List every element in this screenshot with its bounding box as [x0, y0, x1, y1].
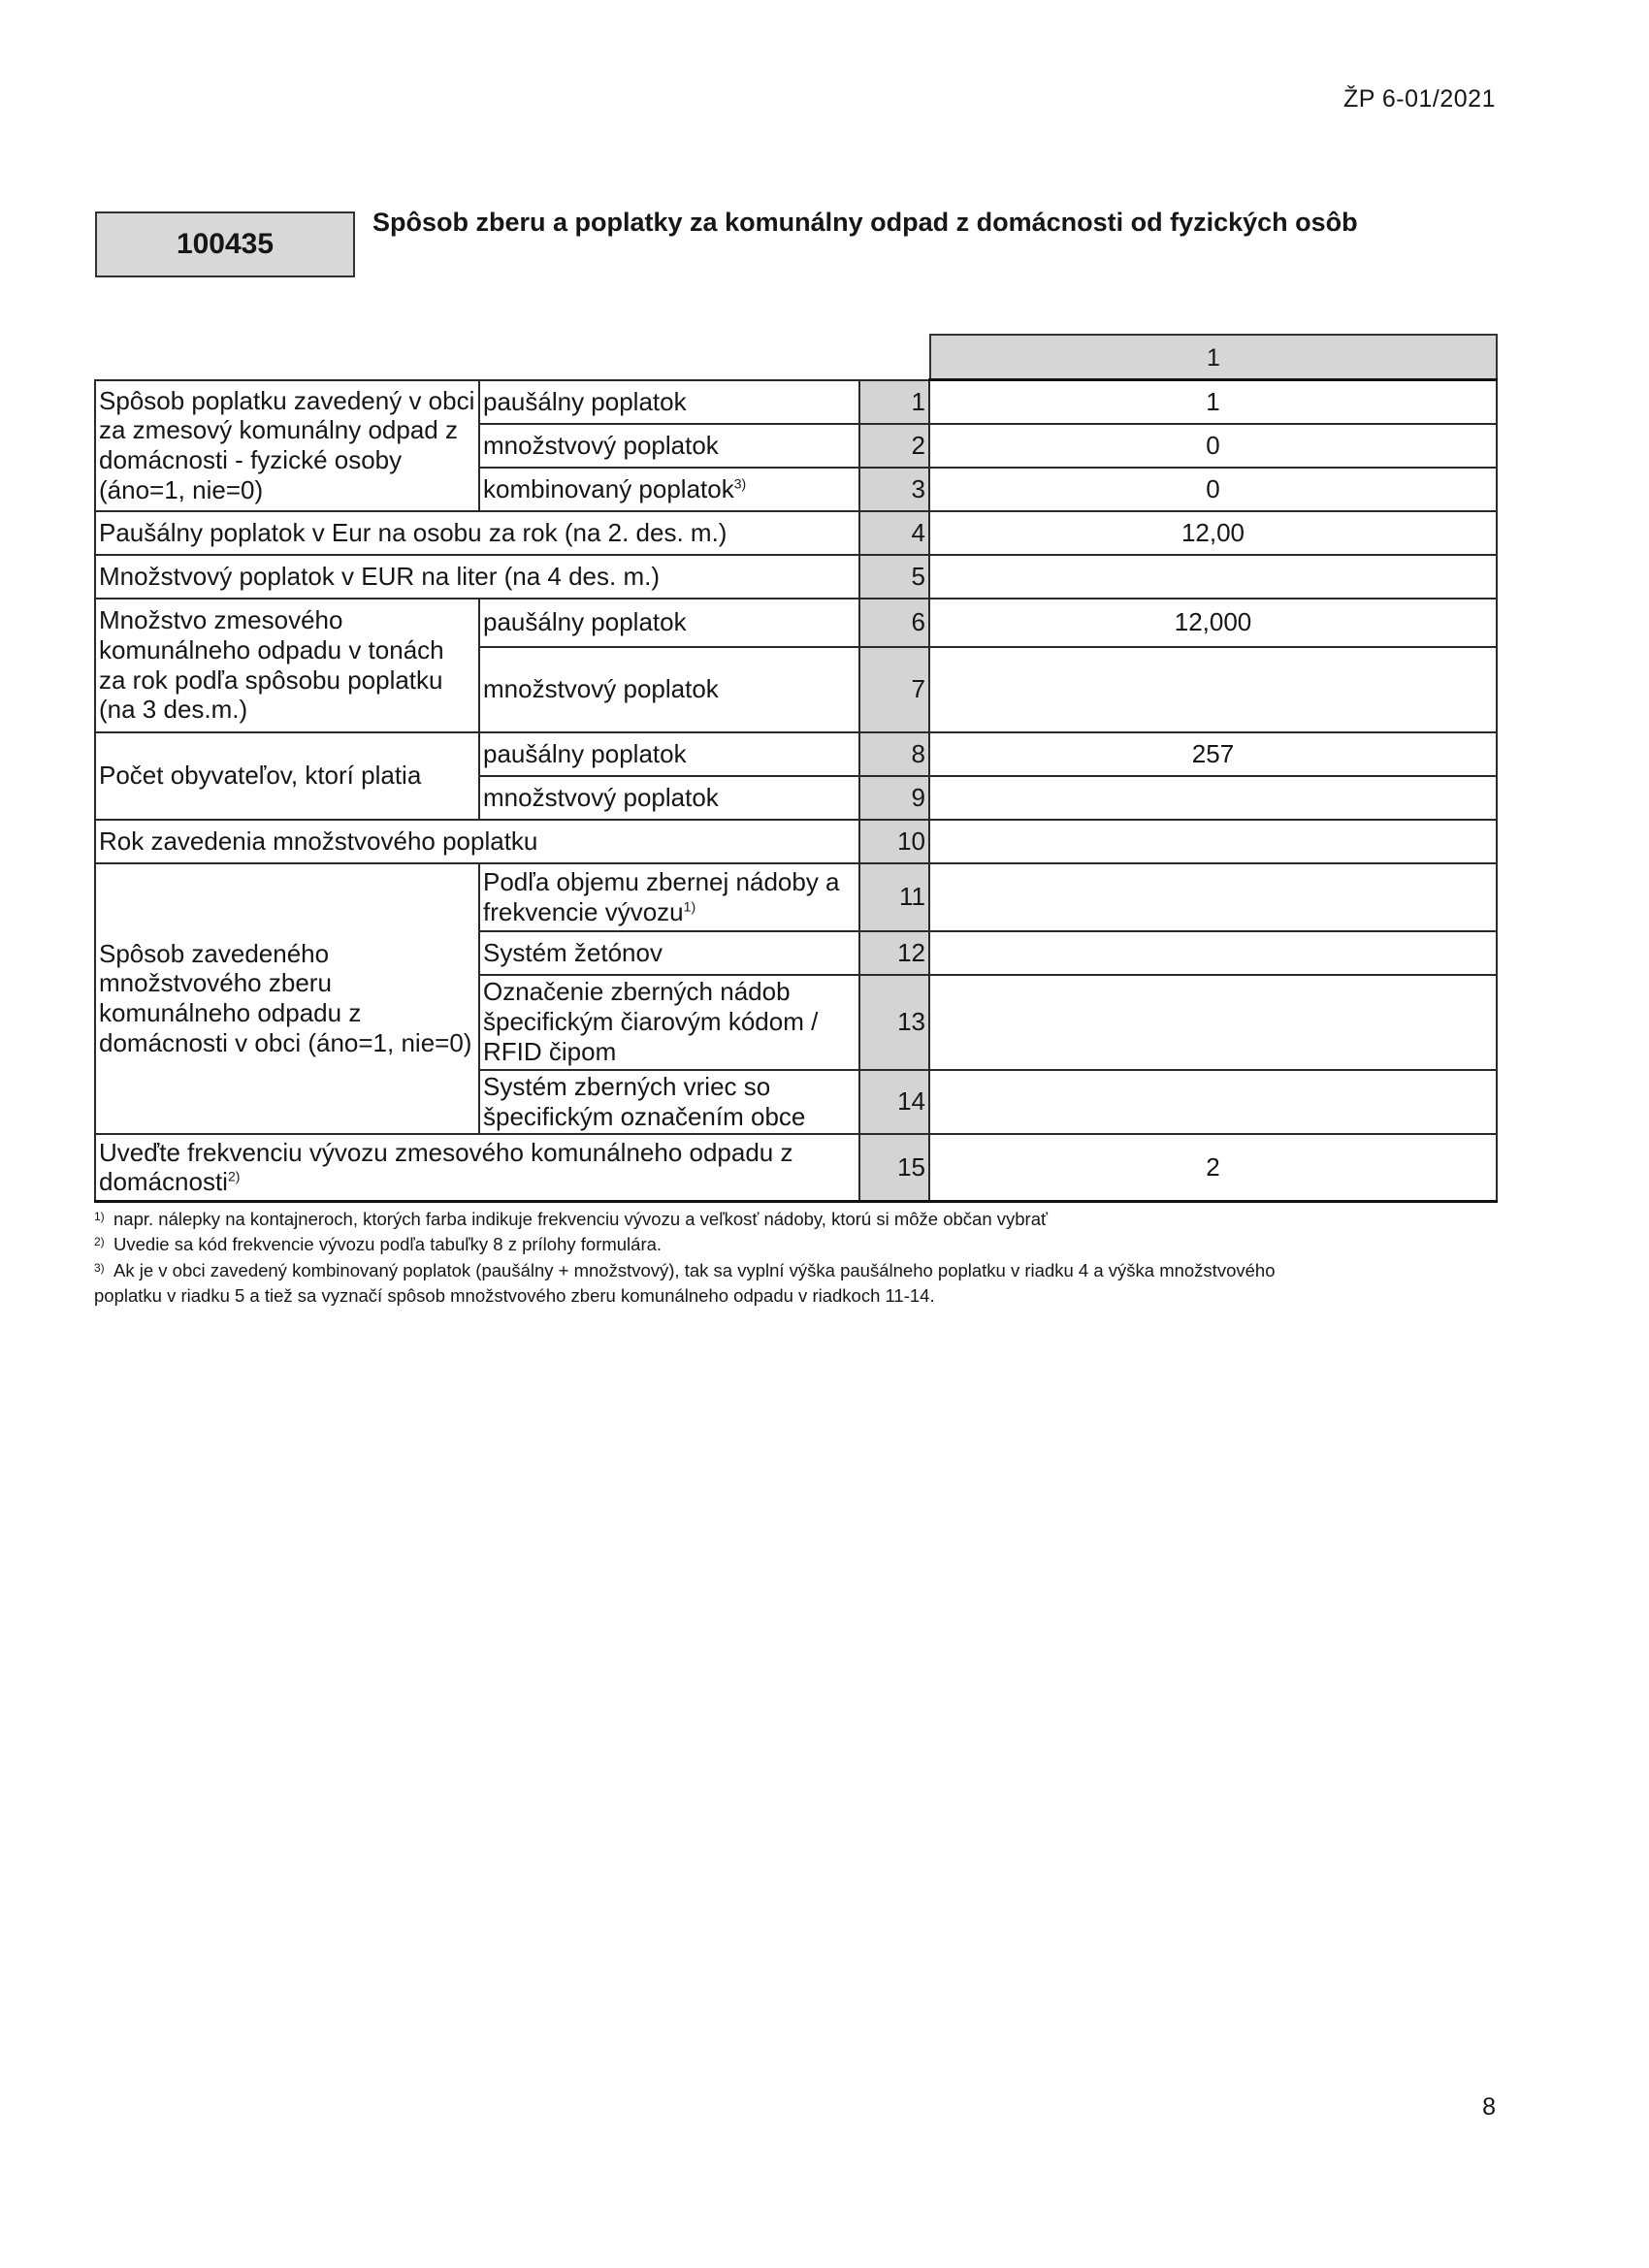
footnote-continuation: poplatku v riadku 5 a tiež sa vyznačí spôsob množstvového zberu komunálneho odpadu v riadkoch 11-14. — [94, 1284, 935, 1306]
row-value[interactable] — [929, 647, 1497, 732]
row-number: 1 — [859, 380, 929, 424]
footnote-text: Uvedie sa kód frekvencie vývozu podľa tabuľky 8 z prílohy formulára. — [113, 1234, 663, 1255]
footnotes — [94, 1207, 1496, 1309]
group-label-fee-type: Spôsob poplatku zavedený v obci za zmesový komunálny odpad z domácnosti - fyzické osoby (áno=1, nie=0) — [95, 380, 479, 511]
row-value[interactable]: 0 — [929, 468, 1497, 511]
row-number: 11 — [859, 863, 929, 931]
row-value[interactable] — [929, 820, 1497, 863]
group-label-residents: Počet obyvateľov, ktorí platia — [95, 732, 479, 820]
row-value[interactable] — [929, 863, 1497, 931]
group-label-waste-amount: Množstvo zmesového komunálneho odpadu v tonách za rok podľa spôsobu poplatku (na 3 des.m.) — [95, 599, 479, 732]
footnote-mark: 1) — [94, 1210, 105, 1223]
row-label: Podľa objemu zbernej nádoby a frekvencie vývozu$^{1)}$ — [479, 863, 859, 931]
row-number: 14 — [859, 1070, 929, 1134]
row-value[interactable] — [929, 1070, 1497, 1134]
value-column-header: 1 — [929, 334, 1498, 380]
table-row — [95, 1134, 1497, 1202]
row-value[interactable]: 12,000 — [929, 599, 1497, 647]
row-value[interactable] — [929, 776, 1497, 820]
footnote — [94, 1258, 1496, 1283]
row-label: paušálny poplatok — [479, 380, 859, 424]
form-code: ŽP 6-01/2021 — [1342, 85, 1496, 113]
row-value[interactable] — [929, 975, 1497, 1070]
footnote-mark: 2) — [94, 1235, 105, 1249]
row-label: Paušálny poplatok v Eur na osobu za rok (na 2. des. m.) — [95, 511, 859, 555]
row-label: množstvový poplatok — [479, 776, 859, 820]
row-number: 9 — [859, 776, 929, 820]
table-row — [95, 599, 1497, 647]
row-label: paušálny poplatok — [479, 732, 859, 776]
footnote-ref: 1) — [683, 897, 696, 914]
section-title: Spôsob zberu a poplatky za komunálny odpad z domácnosti od fyzických osôb — [372, 208, 1358, 237]
table-row — [95, 555, 1497, 599]
row-label: Označenie zberných nádob špecifickým čiarovým kódom / RFID čipom — [479, 975, 859, 1070]
footnote-ref: 2) — [227, 1168, 241, 1184]
row-value[interactable] — [929, 931, 1497, 975]
footnote — [94, 1232, 1496, 1257]
row-value[interactable]: 257 — [929, 732, 1497, 776]
row-label: Rok zavedenia množstvového poplatku — [95, 820, 859, 863]
footnote-text: napr. nálepky na kontajneroch, ktorých farba indikuje frekvenciu vývozu a veľkosť nádoby, ktorú si môže občan vybrať — [113, 1209, 1048, 1229]
row-number: 15 — [859, 1134, 929, 1202]
table-row — [95, 732, 1497, 776]
row-label: množstvový poplatok — [479, 424, 859, 468]
row-value[interactable]: 12,00 — [929, 511, 1497, 555]
row-label: Množstvový poplatok v EUR na liter (na 4 des. m.) — [95, 555, 859, 599]
row-value[interactable] — [929, 555, 1497, 599]
table-row — [95, 820, 1497, 863]
row-value[interactable]: 1 — [929, 380, 1497, 424]
row-number: 8 — [859, 732, 929, 776]
row-label: Uveďte frekvenciu vývozu zmesového komunálneho odpadu z domácnosti$^{2)}$ — [95, 1134, 859, 1202]
fee-table — [94, 378, 1498, 1203]
row-number: 10 — [859, 820, 929, 863]
row-number: 3 — [859, 468, 929, 511]
footnote — [94, 1207, 1496, 1232]
row-number: 6 — [859, 599, 929, 647]
table-row — [95, 863, 1497, 931]
row-number: 12 — [859, 931, 929, 975]
group-label-collection-method: Spôsob zavedeného množstvového zberu komunálneho odpadu z domácnosti v obci (áno=1, nie=0) — [95, 863, 479, 1134]
row-label: Systém žetónov — [479, 931, 859, 975]
row-value[interactable]: 0 — [929, 424, 1497, 468]
table-row — [95, 511, 1497, 555]
row-number: 2 — [859, 424, 929, 468]
row-number: 5 — [859, 555, 929, 599]
row-number: 4 — [859, 511, 929, 555]
row-number: 13 — [859, 975, 929, 1070]
row-number: 7 — [859, 647, 929, 732]
footnote-text: Ak je v obci zavedený kombinovaný poplatok (paušálny + množstvový), tak sa vyplní výška paušálneho poplatku v riadku 4 a výška množstvového — [113, 1259, 1276, 1280]
table-row — [95, 380, 1497, 424]
row-label: Systém zberných vriec so špecifickým označením obce — [479, 1070, 859, 1134]
row-label: kombinovaný poplatok$^{3)}$ — [479, 468, 859, 511]
row-value[interactable]: 2 — [929, 1134, 1497, 1202]
footnote-ref: 3) — [733, 475, 747, 491]
row-label: množstvový poplatok — [479, 647, 859, 732]
row-label: paušálny poplatok — [479, 599, 859, 647]
footnote-mark: 3) — [94, 1260, 105, 1275]
section-code-box: 100435 — [95, 211, 355, 277]
page-number: 8 — [1482, 2093, 1496, 2121]
